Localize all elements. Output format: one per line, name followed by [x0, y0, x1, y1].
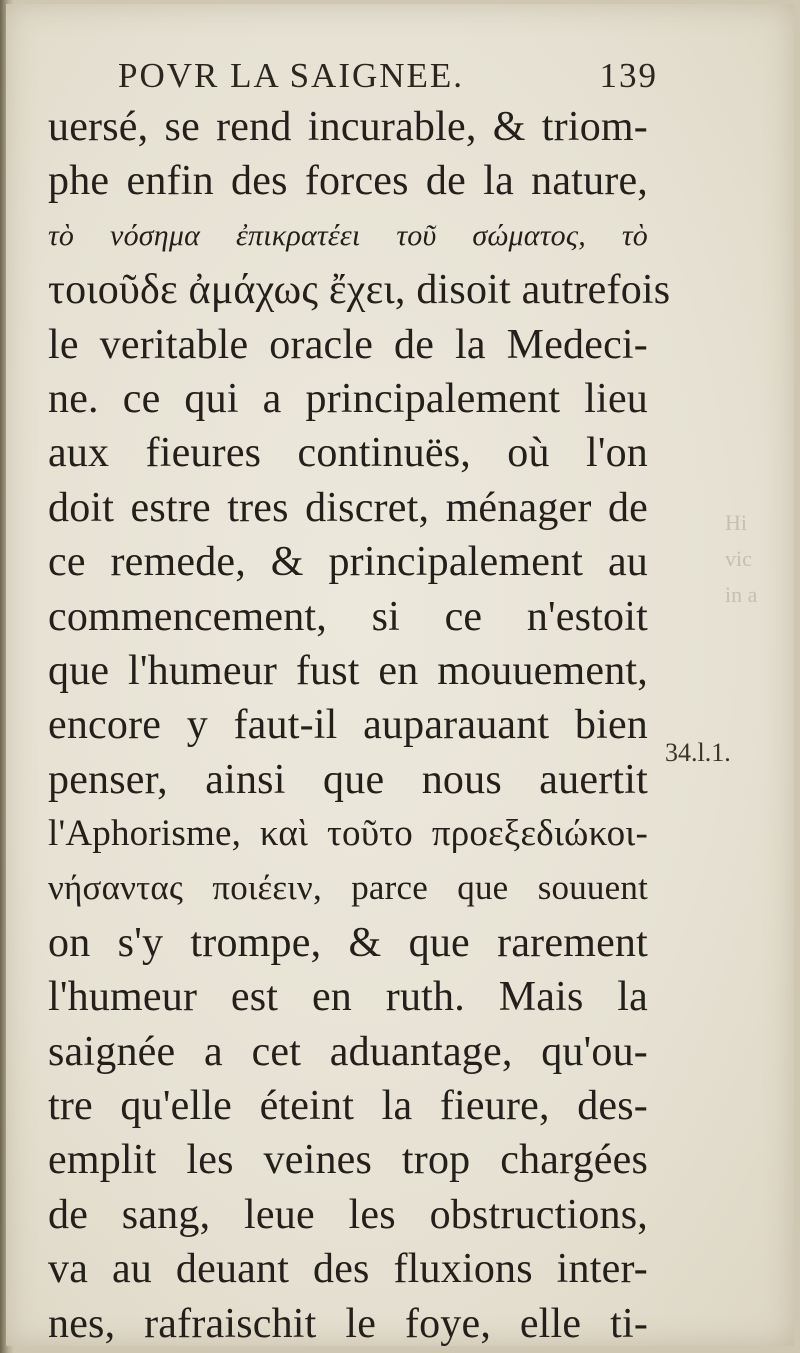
text-line-greek: τὸ νόσημα ἐπικρατέει τοῦ σώματος, τὸ: [48, 218, 648, 252]
text-line: aux fieures continuës, où l'on: [48, 430, 648, 477]
text-line: τοιοῦδε ἀμάχως ἔχει, disoit autrefois: [48, 267, 671, 314]
bleed-line: vic: [725, 546, 752, 571]
running-header: [118, 56, 658, 96]
bleed-line: in a: [725, 582, 758, 607]
text-line: nes, rafraischit le foye, elle ti-: [48, 1300, 648, 1347]
text-line: on s'y trompe, & que rarement: [48, 919, 648, 966]
text-line: de sang, leue les obstructions,: [48, 1191, 648, 1238]
bleed-line: Hi: [725, 510, 747, 535]
text-line: uersé, se rend incurable, & triom-: [48, 104, 648, 150]
body-text: [48, 100, 671, 1351]
running-title: POVR LA SAIGNEE.: [118, 56, 465, 95]
text-line: l'humeur est en ruth. Mais la: [48, 974, 648, 1021]
text-line: encore y faut-il auparauant bien: [48, 702, 648, 749]
text-line: que l'humeur fust en mouuement,: [48, 647, 648, 694]
text-line: tre qu'elle éteint la fieure, des-: [48, 1083, 648, 1130]
text-line: doit estre tres discret, ménager de: [48, 484, 648, 531]
text-line: le veritable oracle de la Medeci-: [48, 321, 648, 368]
text-line: commencement, si ce n'estoit: [48, 593, 648, 640]
text-line: emplit les veines trop chargées: [48, 1137, 648, 1184]
margin-note: 34.l.1.: [665, 738, 731, 767]
text-line: ce remede, & principalement au: [48, 539, 648, 586]
bleed-through-text: [725, 505, 757, 613]
text-line: ne. ce qui a principalement lieu: [48, 375, 648, 422]
text-line: penser, ainsi que nous auertit: [48, 756, 648, 803]
text-line: va au deuant des fluxions inter-: [48, 1246, 648, 1293]
text-line: phe enfin des forces de la nature,: [48, 158, 648, 205]
page-number: 139: [599, 56, 658, 95]
text-line: l'Aphorisme, καὶ τοῦτο προεξεδιώκοι-: [48, 813, 648, 855]
text-line: saignée a cet aduantage, qu'ou-: [48, 1028, 648, 1075]
text-line: νήσαντας ποιέειν, parce que souuent: [48, 868, 648, 908]
